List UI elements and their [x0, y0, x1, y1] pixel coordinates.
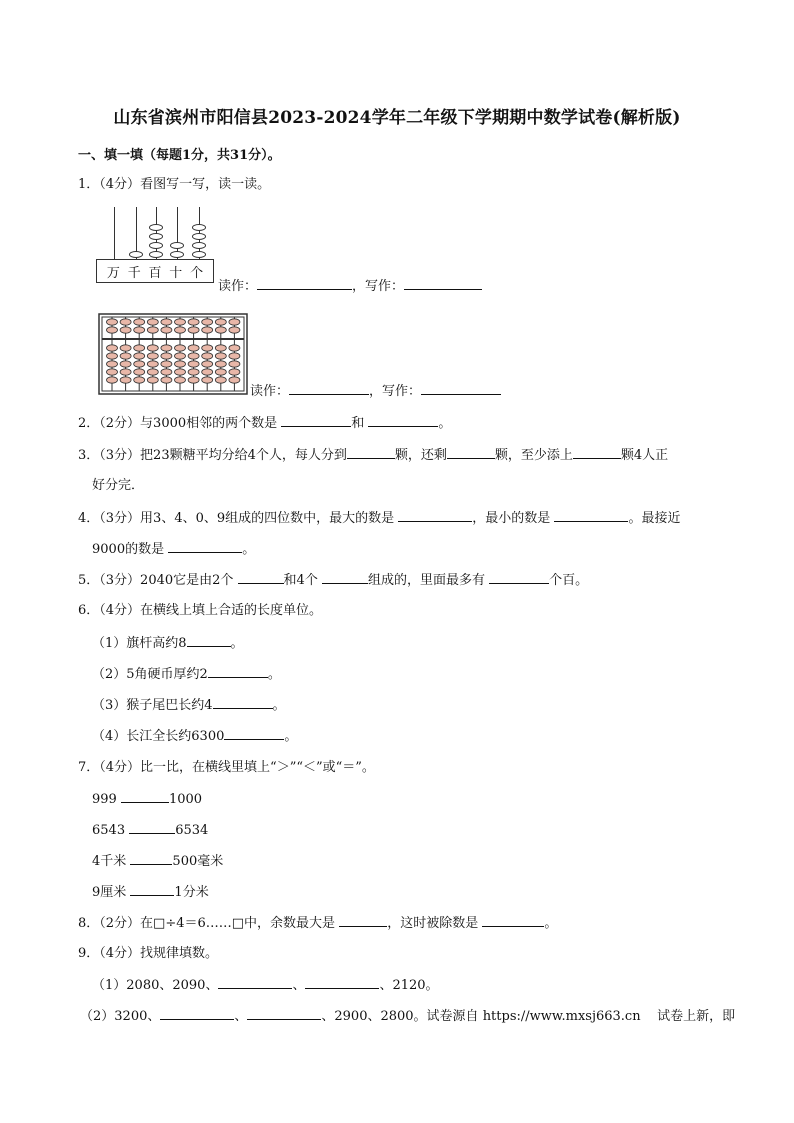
- answer-blank[interactable]: [368, 414, 438, 427]
- abacus-bead: [202, 361, 213, 367]
- q7-row: [92, 821, 208, 840]
- abacus-bead: [215, 377, 226, 383]
- q3-text: 3．（3分）把23颗糖平均分给4个人，每人分到: [78, 448, 347, 463]
- abacus-bead: [129, 251, 143, 258]
- abacus-bead: [229, 377, 240, 383]
- question-8: [78, 914, 557, 933]
- q9-line-1: [92, 976, 439, 995]
- abacus-bead: [175, 353, 186, 359]
- abacus-bead: [188, 345, 199, 351]
- question-1: [78, 176, 270, 194]
- abacus-bead: [147, 327, 158, 333]
- abacus-bead: [120, 345, 131, 351]
- abacus-bead: [188, 319, 199, 325]
- read-label: 读作：: [218, 279, 258, 294]
- abacus-bead: [192, 224, 206, 231]
- q1-answer-line-2: [250, 382, 501, 401]
- abacus-bead: [147, 361, 158, 367]
- answer-blank[interactable]: [289, 382, 369, 395]
- abacus-bead: [215, 327, 226, 333]
- abacus-bead: [107, 327, 118, 333]
- abacus-bead: [149, 242, 163, 249]
- answer-blank[interactable]: [554, 509, 628, 522]
- place-label: 个: [190, 265, 204, 281]
- q3-line-2: 好分完．: [92, 478, 145, 493]
- abacus-bead: [229, 345, 240, 351]
- abacus-bead: [149, 233, 163, 240]
- q7-right: 500毫米: [172, 854, 224, 869]
- abacus-bead: [215, 345, 226, 351]
- q5-text: 和4个: [283, 573, 318, 588]
- q9-text: 、: [292, 978, 306, 993]
- abacus-bead: [215, 369, 226, 375]
- q4-text: ，最小的数是: [472, 511, 551, 526]
- answer-blank[interactable]: [404, 277, 482, 290]
- place-label: 百: [148, 265, 162, 281]
- answer-blank[interactable]: [238, 571, 284, 584]
- abacus-bead: [229, 369, 240, 375]
- place-label: 十: [169, 265, 183, 281]
- punct: 。: [272, 698, 286, 713]
- q8-text: ，这时被除数是: [387, 916, 479, 931]
- abacus-bead: [107, 361, 118, 367]
- abacus-bead: [107, 345, 118, 351]
- abacus-bead: [107, 377, 118, 383]
- document-title: 山东省滨州市阳信县2023-2024学年二年级下学期期中数学试卷(解析版): [113, 108, 681, 128]
- q7-row: [92, 790, 202, 809]
- abacus-bead: [192, 233, 206, 240]
- abacus-bead: [215, 361, 226, 367]
- q1-answer-line-1: [218, 277, 482, 296]
- abacus-bead: [120, 353, 131, 359]
- abacus-bead: [161, 327, 172, 333]
- abacus-bead: [161, 377, 172, 383]
- q3-text: 颗，至少添上: [494, 448, 573, 463]
- q6-item-text: （3）猴子尾巴长约4: [92, 698, 213, 713]
- q6-item: [92, 696, 286, 715]
- question-3: [78, 446, 668, 465]
- question-2: 2．（2分）与3000相邻的两个数是 和 。: [78, 416, 452, 431]
- q2-text: 2．（2分）与3000相邻的两个数是: [78, 416, 278, 431]
- answer-blank[interactable]: [305, 976, 379, 989]
- abacus-bead: [175, 319, 186, 325]
- abacus-bead: [175, 377, 186, 383]
- answer-blank[interactable]: [130, 852, 172, 865]
- q6-item-text: （2）5角硬币厚约2: [92, 667, 208, 682]
- abacus-bead: [202, 345, 213, 351]
- abacus-bead: [147, 319, 158, 325]
- abacus-bead: [120, 369, 131, 375]
- answer-blank[interactable]: [168, 540, 242, 553]
- abacus-bead: [107, 353, 118, 359]
- abacus-bead: [147, 353, 158, 359]
- question-7: 7．（4分）比一比，在横线里填上“＞”“＜”或“＝”。: [78, 760, 375, 775]
- answer-blank[interactable]: [224, 727, 284, 740]
- q9-text: 、2120。: [379, 978, 439, 993]
- q1-text: 看图写一写，读一读。: [140, 177, 271, 192]
- q5-text: 个百。: [549, 573, 589, 588]
- abacus-bead: [134, 345, 145, 351]
- answer-blank[interactable]: [281, 414, 351, 427]
- place-value-labels: [96, 259, 214, 283]
- abacus-bead: [134, 319, 145, 325]
- abacus-bead: [202, 369, 213, 375]
- abacus-bead: [170, 242, 184, 249]
- abacus-bead: [202, 377, 213, 383]
- answer-blank[interactable]: [208, 665, 268, 678]
- q1-score: （4分）: [99, 177, 141, 192]
- answer-blank[interactable]: [247, 1007, 321, 1020]
- source-link[interactable]: https://www.mxsj663.cn: [482, 1009, 641, 1024]
- q9-text: 、2900、2800。试卷源自: [321, 1009, 479, 1024]
- q7-row: [92, 852, 223, 871]
- answer-blank[interactable]: [121, 790, 169, 803]
- abacus-bead: [175, 369, 186, 375]
- q7-left: 999: [92, 792, 117, 807]
- answer-blank[interactable]: [447, 446, 495, 459]
- abacus-bead: [161, 369, 172, 375]
- answer-blank[interactable]: [130, 883, 174, 896]
- abacus-bead: [134, 327, 145, 333]
- read-label: 读作：: [250, 384, 290, 399]
- answer-blank[interactable]: [573, 446, 621, 459]
- abacus-bead: [134, 377, 145, 383]
- q9-line-2: [80, 1007, 735, 1026]
- section-heading: 一、填一填（每题1分，共31分）。: [78, 148, 281, 163]
- question-4: [78, 509, 680, 528]
- abacus-bead: [147, 377, 158, 383]
- answer-blank[interactable]: [322, 571, 368, 584]
- q5-text: 5．（3分）2040它是由2个: [78, 573, 234, 588]
- answer-blank[interactable]: [421, 382, 501, 395]
- answer-blank[interactable]: [213, 696, 273, 709]
- answer-blank[interactable]: [347, 446, 395, 459]
- answer-blank[interactable]: [218, 976, 292, 989]
- abacus-figure-2: [98, 313, 248, 395]
- abacus-bead: [149, 224, 163, 231]
- q6-item: [92, 727, 297, 746]
- answer-blank[interactable]: [187, 634, 231, 647]
- abacus-bead: [202, 327, 213, 333]
- abacus-bead: [188, 377, 199, 383]
- abacus-bead: [149, 251, 163, 258]
- abacus-bead: [161, 361, 172, 367]
- abacus-bead: [120, 361, 131, 367]
- abacus-bead: [229, 353, 240, 359]
- answer-blank[interactable]: [398, 509, 472, 522]
- q1-number: 1．: [78, 177, 100, 192]
- abacus-bead: [161, 319, 172, 325]
- q7-right: 1分米: [174, 885, 209, 900]
- q3-text: 颗4人正: [620, 448, 669, 463]
- answer-blank[interactable]: [339, 914, 387, 927]
- abacus-bead: [188, 327, 199, 333]
- abacus-figure-1: [96, 207, 216, 287]
- question-9: 9．（4分）找规律填数。: [78, 946, 219, 961]
- answer-blank[interactable]: [257, 277, 352, 290]
- abacus-bead: [188, 361, 199, 367]
- abacus-bead: [229, 327, 240, 333]
- abacus-bead: [107, 319, 118, 325]
- question-6: 6．（4分）在横线上填上合适的长度单位。: [78, 603, 323, 618]
- write-label: ，写作：: [369, 384, 422, 399]
- abacus-bead: [175, 361, 186, 367]
- q6-item-text: （1）旗杆高约8: [92, 636, 187, 651]
- punct: 。: [284, 729, 298, 744]
- q7-left: 6543: [92, 823, 126, 838]
- q6-item: [92, 665, 281, 684]
- q7-left: 4千米: [92, 854, 127, 869]
- q4-line-2: [92, 540, 255, 559]
- punct: 。: [544, 916, 558, 931]
- question-5: [78, 571, 588, 590]
- q9-text: 、: [234, 1009, 248, 1024]
- abacus-bead: [120, 377, 131, 383]
- abacus-bead: [192, 251, 206, 258]
- punct: 。: [242, 542, 256, 557]
- punct: 。: [267, 667, 281, 682]
- q5-text: 组成的，里面最多有: [367, 573, 485, 588]
- q9-text: （2）3200、: [80, 1009, 161, 1024]
- abacus-bead: [161, 345, 172, 351]
- answer-blank[interactable]: [489, 571, 549, 584]
- abacus-bead: [161, 353, 172, 359]
- abacus-bead: [147, 369, 158, 375]
- punct: 。: [230, 636, 244, 651]
- abacus-bead: [134, 369, 145, 375]
- abacus-bead: [175, 345, 186, 351]
- q4-text: 。最接近: [628, 511, 681, 526]
- q7-left: 9厘米: [92, 885, 127, 900]
- punct: 。: [438, 416, 452, 431]
- abacus-rod: [114, 207, 115, 259]
- answer-blank[interactable]: [160, 1007, 234, 1020]
- q6-item-text: （4）长江全长约6300: [92, 729, 225, 744]
- q7-right: 6534: [175, 823, 209, 838]
- abacus-bead: [215, 319, 226, 325]
- abacus-bead: [147, 345, 158, 351]
- q4-text: 9000的数是: [92, 542, 165, 557]
- abacus-bead: [215, 353, 226, 359]
- place-label: 千: [127, 265, 141, 281]
- abacus-bead: [175, 327, 186, 333]
- q7-right: 1000: [168, 792, 203, 807]
- abacus-bead: [192, 242, 206, 249]
- abacus-bead: [229, 319, 240, 325]
- abacus-bead: [134, 353, 145, 359]
- answer-blank[interactable]: [482, 914, 544, 927]
- abacus-bead: [134, 361, 145, 367]
- answer-blank[interactable]: [129, 821, 175, 834]
- abacus-bead: [229, 361, 240, 367]
- place-label: 万: [106, 265, 120, 281]
- abacus-bead: [202, 319, 213, 325]
- abacus-bead: [120, 319, 131, 325]
- abacus-bead: [170, 251, 184, 258]
- q4-text: 4．（3分）用3、4、0、9组成的四位数中，最大的数是: [78, 511, 395, 526]
- abacus-bead: [107, 369, 118, 375]
- q7-row: [92, 883, 209, 902]
- write-label: ，写作：: [352, 279, 405, 294]
- q8-text: 8．（2分）在□÷4＝6……□中，余数最大是: [78, 916, 336, 931]
- q9-text: 试卷上新，即: [657, 1009, 736, 1024]
- abacus-bead: [202, 353, 213, 359]
- q6-item: [92, 634, 244, 653]
- abacus-bead: [188, 353, 199, 359]
- abacus-bead: [188, 369, 199, 375]
- q3-text: 颗，还剩: [394, 448, 447, 463]
- q9-text: （1）2080、2090、: [92, 978, 219, 993]
- abacus-bead: [120, 327, 131, 333]
